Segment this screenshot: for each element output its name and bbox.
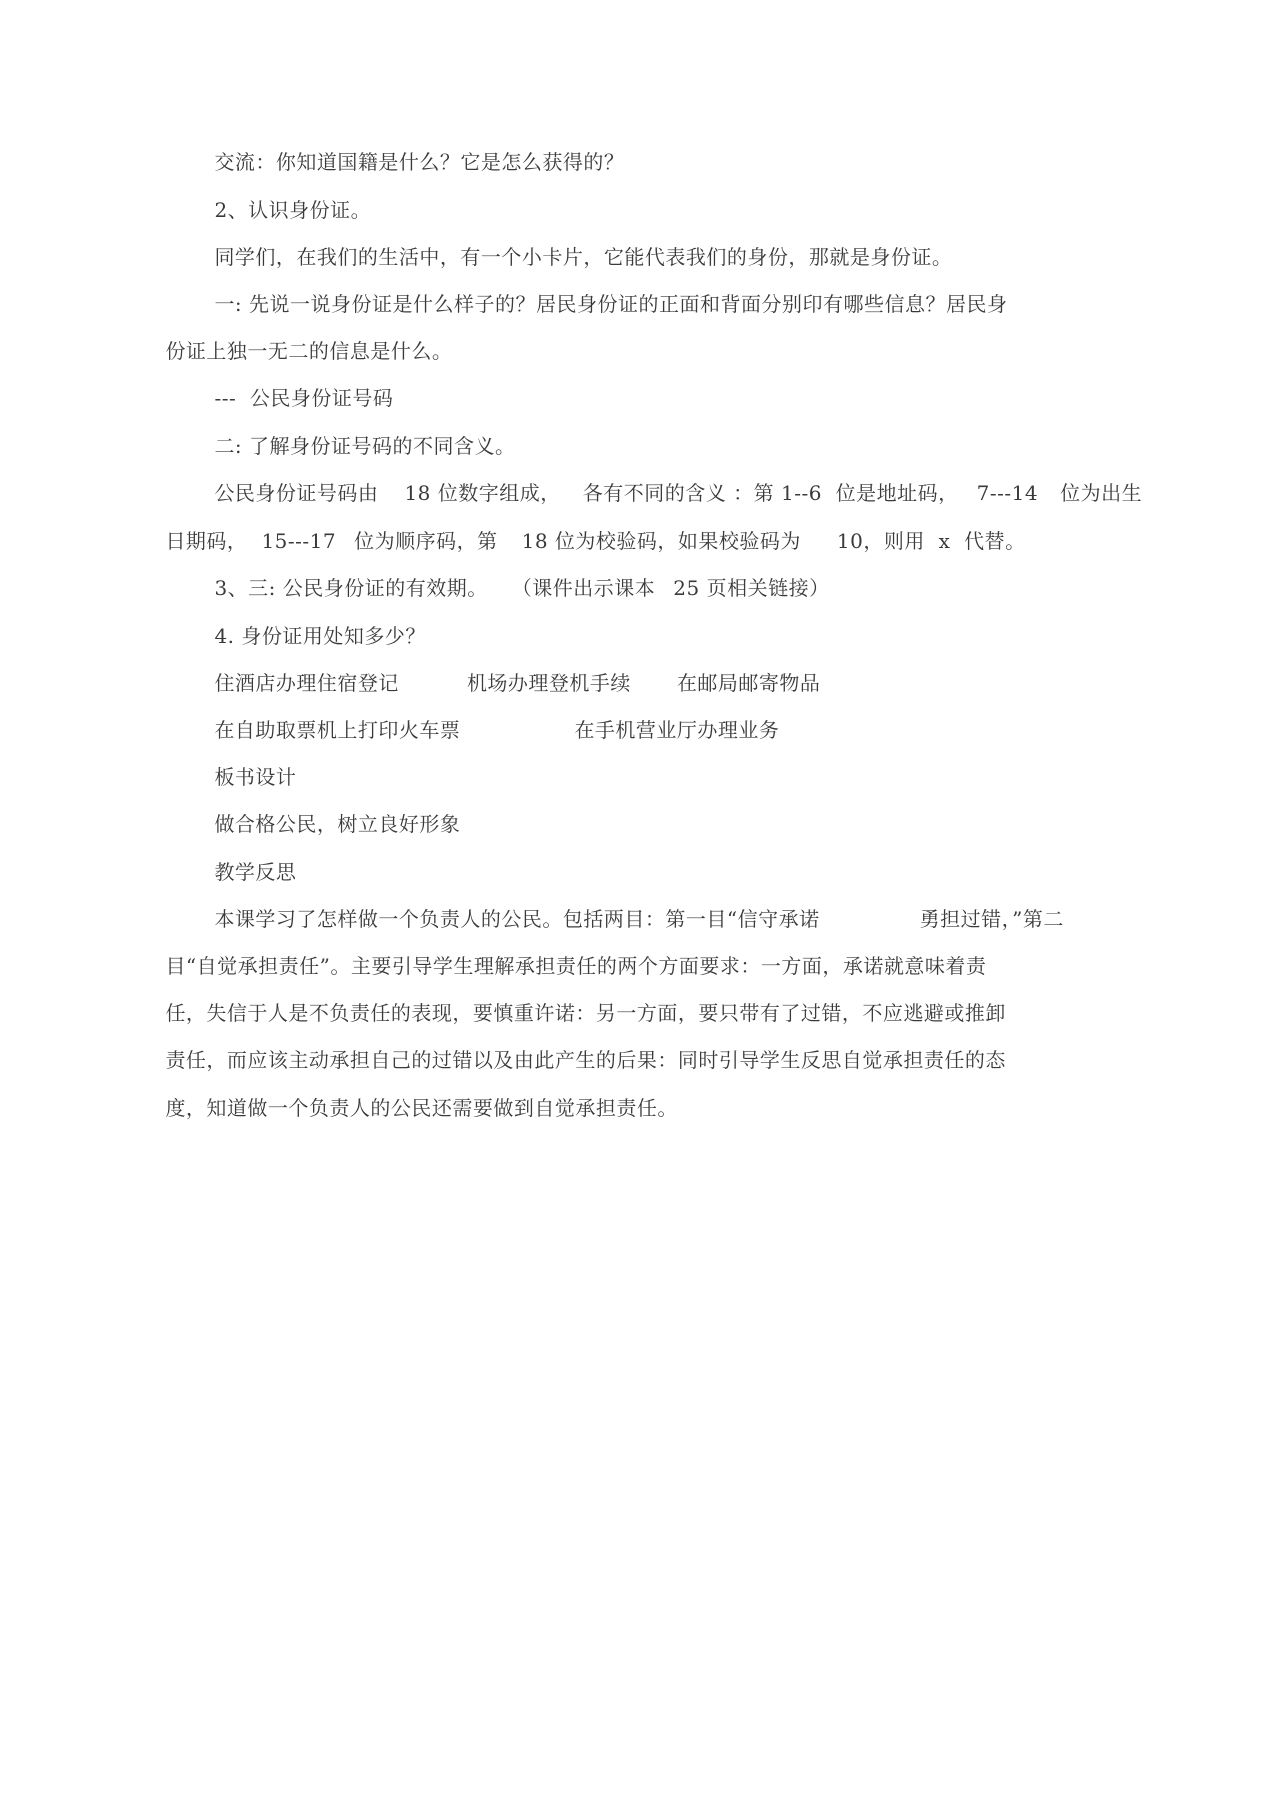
text-span: 交流：你知道国籍是什么？它是怎么获得的？ [214,150,625,174]
text-span: 机场办理登机手续 [466,671,631,695]
text-span: 目“自觉承担责任”。主要引导学生理解承担责任的两个方面要求：一方面，承诺就意味着责 [165,954,987,978]
text-span: 一: 先说一说身份证是什么样子的？居民身份证的正面和背面分别印有哪些信息？居民身 [214,292,1008,316]
text-span: 日期码， [165,529,248,553]
text-span: 25 页相关链接） [673,576,830,600]
text-span: 3、三: 公民身份证的有效期。 [214,576,488,600]
text-span: 在手机营业厅办理业务 [574,718,780,742]
text-span: 份证上独一无二的信息是什么。 [165,339,453,363]
text-span: 教学反思 [214,860,297,884]
text-span: 10，则用 x 代替。 [836,529,1026,553]
text-span: 勇担过错，”第二 [919,907,1064,931]
text-span: 同学们，在我们的生活中，有一个小卡片，它能代表我们的身份，那就是身份证。 [214,245,953,269]
text-line [138,1066,678,1150]
text-span: 位为顺序码，第 [354,529,498,553]
text-span: 住酒店办理住宿登记 [214,671,399,695]
text-span: 责任，而应该主动承担自己的过错以及由此产生的后果：同时引导学生反思自觉承担责任的态 [165,1048,1006,1072]
text-span: 7---14 [976,481,1039,505]
text-span: 各有不同的含义 ：第 1--6 位是地址码， [582,481,959,505]
text-span: 做合格公民，树立良好形象 [214,812,461,836]
text-span: 在邮局邮寄物品 [676,671,821,695]
text-span: 4. 身份证用处知多少？ [214,624,426,648]
text-span: 本课学习了怎样做一个负责人的公民。包括两目：第一目“信守承诺 [214,907,820,931]
text-span: 15---17 [261,529,337,553]
text-span: 板书设计 [214,765,297,789]
text-span: 位为出生 [1060,481,1143,505]
text-span: 二: 了解身份证号码的不同含义。 [214,434,516,458]
text-span: 2、认识身份证。 [214,198,372,222]
text-span: --- 公民身份证号码 [214,386,394,410]
text-span: 任，失信于人是不负责任的表现，要慎重许诺：另一方面，要只带有了过错，不应逃避或推卸 [165,1001,1006,1025]
text-span: 度，知道做一个负责人的公民还需要做到自觉承担责任。 [165,1096,678,1120]
text-span: 公民身份证号码由 [214,481,379,505]
text-span: （课件出示课本 [511,576,656,600]
text-span: 18 位数字组成， [404,481,561,505]
text-span: 在自助取票机上打印火车票 [214,718,461,742]
text-span: 18 位为校验码，如果校验码为 [521,529,801,553]
